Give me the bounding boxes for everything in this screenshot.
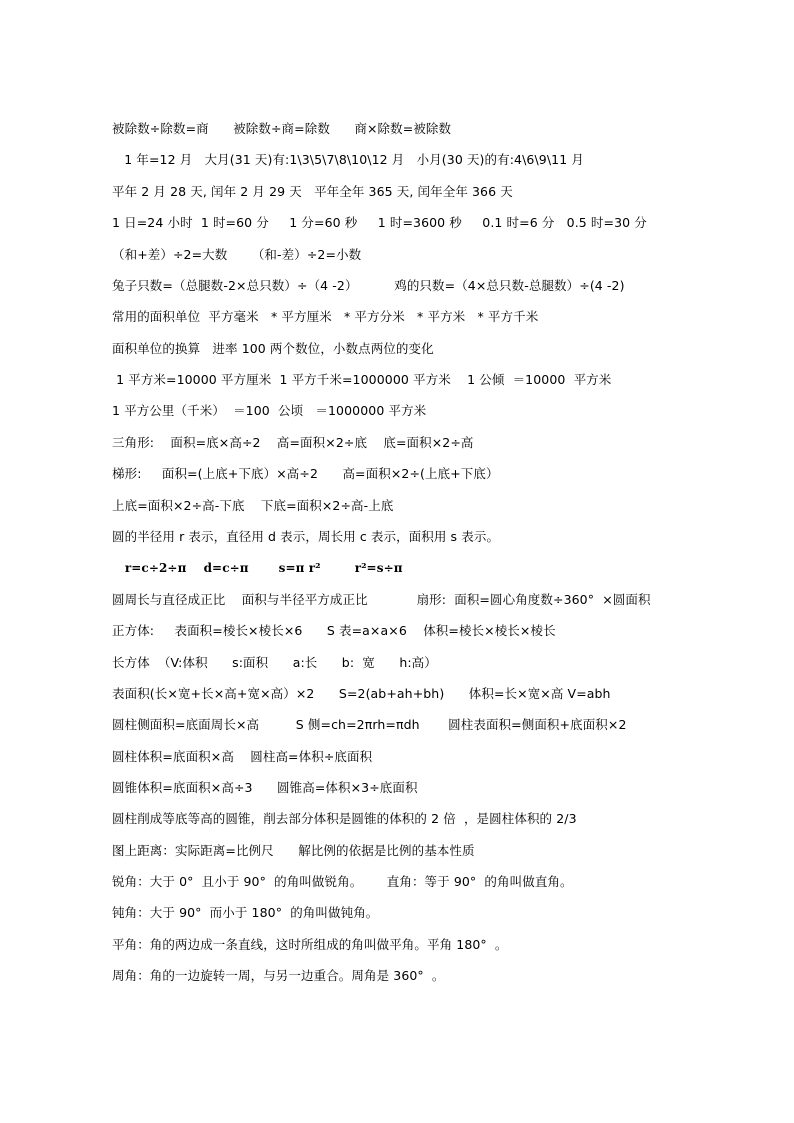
cylinder-volume-line: 圆柱体积=底面积×高 圆柱高=体积÷底面积 [112, 749, 373, 764]
leap-year-line: 平年 2 月 28 天, 闰年 2 月 29 天 平年全年 365 天, 闰年全年 366 天 [112, 184, 513, 199]
straight-angle-line: 平角：角的两边成一条直线，这时所组成的角叫做平角。平角 180° 。 [112, 937, 508, 952]
trapezoid-line: 梯形: 面积=(上底+下底）×高÷2 高=面积×2÷(上底+下底） [112, 466, 499, 481]
time-units-line: 1 日=24 小时 1 时=60 分 1 分=60 秒 1 时=3600 秒 0.1 时=6 分 0.5 时=30 分 [112, 215, 647, 230]
acute-angle-line: 锐角：大于 0° 且小于 90° 的角叫做锐角。 直角：等于 90° 的角叫做直角。 [112, 874, 573, 889]
chicken-rabbit-line: 兔子只数=（总腿数-2×总只数）÷（4 -2） 鸡的只数=（4×总只数-总腿数）÷(4 -2) [112, 278, 625, 293]
circle-notation-line: 圆的半径用 r 表示，直径用 d 表示，周长用 c 表示，面积用 s 表示。 [112, 529, 500, 544]
area-units-line: 常用的面积单位 平方毫米 * 平方厘米 * 平方分米 * 平方米 * 平方千米 [112, 309, 539, 324]
cone-volume-line: 圆锥体积=底面积×高÷3 圆锥高=体积×3÷底面积 [112, 780, 418, 795]
full-angle-line: 周角：角的一边旋转一周，与另一边重合。周角是 360° 。 [112, 968, 445, 983]
cylinder-cone-line: 圆柱削成等底等高的圆锥，削去部分体积是圆锥的体积的 2 倍 ，是圆柱体积的 2/3 [112, 811, 577, 826]
sum-difference-line: （和+差）÷2=大数 （和-差）÷2=小数 [112, 247, 362, 262]
square-km-line: 1 平方公里（千米） ＝100 公顷 ＝1000000 平方米 [112, 403, 427, 418]
cuboid-vars-line: 长方体 （V:体积 s:面积 a:长 b: 宽 h:高） [112, 655, 437, 670]
circle-formula-line: r=c÷2÷π d=c÷π s=π r² r²=s÷π [112, 561, 403, 575]
obtuse-angle-line: 钝角：大于 90° 而小于 180° 的角叫做钝角。 [112, 905, 379, 920]
cylinder-area-line: 圆柱侧面积=底面周长×高 S 侧=ch=2πrh=πdh 圆柱表面积=侧面积+底面积×2 [112, 717, 627, 732]
division-relations-line: 被除数÷除数=商 被除数÷商=除数 商×除数=被除数 [112, 121, 452, 136]
cuboid-formula-line: 表面积(长×宽+长×高+宽×高）×2 S=2(ab+ah+bh) 体积=长×宽×高 V=abh [112, 686, 611, 701]
scale-line: 图上距离：实际距离=比例尺 解比例的依据是比例的基本性质 [112, 843, 475, 858]
square-meter-line: 1 平方米=10000 平方厘米 1 平方千米=1000000 平方米 1 公倾 ＝10000 平方米 [112, 372, 612, 387]
area-conversion-line: 面积单位的换算 进率 100 两个数位，小数点两位的变化 [112, 341, 434, 356]
triangle-line: 三角形: 面积=底×高÷2 高=面积×2÷底 底=面积×2÷高 [112, 435, 474, 450]
circle-proportion-line: 圆周长与直径成正比 面积与半径平方成正比 扇形: 面积=圆心角度数÷360° ×圆面积 [112, 592, 651, 607]
cube-line: 正方体: 表面积=棱长×棱长×6 S 表=a×a×6 体积=棱长×棱长×棱长 [112, 623, 556, 638]
trapezoid-base-line: 上底=面积×2÷高-下底 下底=面积×2÷高-上底 [112, 498, 394, 513]
months-line: 1 年=12 月 大月(31 天)有:1\3\5\7\8\10\12 月 小月(30 天)的有:4\6\9\11 月 [112, 152, 584, 167]
